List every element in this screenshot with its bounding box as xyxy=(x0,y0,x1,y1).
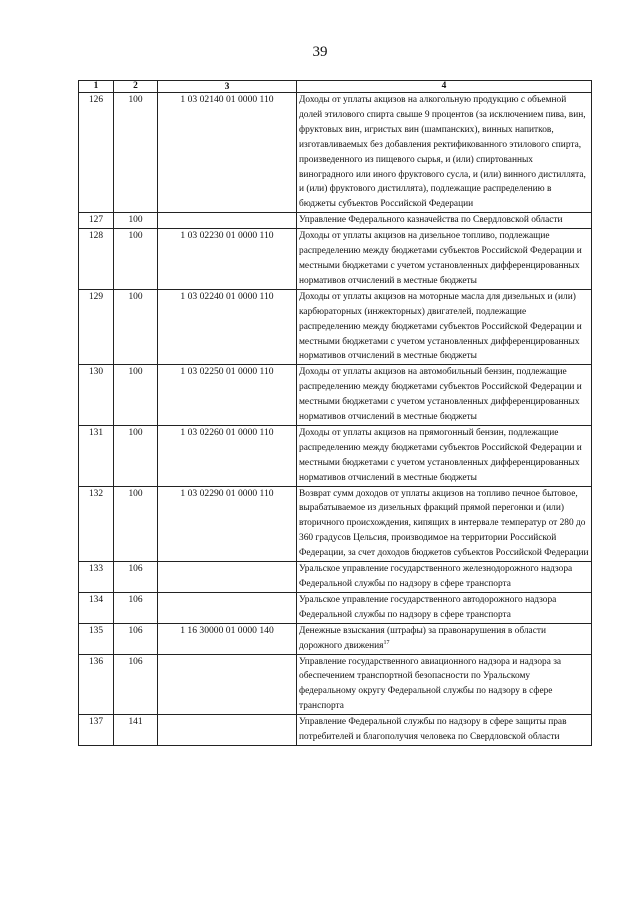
admin-code-text: 100 xyxy=(128,231,143,242)
income-name-text: Доходы от уплаты акцизов на дизельное топливо, подлежащие распределению между бюджетами субъектов Российской Федерации и местными бюджетами с учетом установленных дифференцированных нормативов отчислений в местные бюджеты xyxy=(299,231,582,286)
income-name-cell xyxy=(297,365,592,426)
row-number-text: 131 xyxy=(88,427,104,438)
row-number-cell xyxy=(79,365,114,426)
admin-code-cell xyxy=(114,93,158,213)
budget-code-cell xyxy=(158,715,297,746)
row-number-cell xyxy=(79,425,114,486)
header-col-3: 3 xyxy=(158,81,297,93)
admin-code-text: 100 xyxy=(128,427,143,438)
page-number: 39 xyxy=(312,44,328,60)
row-number-cell xyxy=(79,623,114,654)
row-number-cell xyxy=(79,93,114,213)
income-name-text: Управление Федерального казначейства по Свердловской области xyxy=(299,215,563,226)
header-col-2: 2 xyxy=(114,81,158,93)
admin-code-cell xyxy=(114,213,158,229)
income-name-text: Доходы от уплаты акцизов на прямогонный бензин, подлежащие распределению между бюджетами субъектов Российской Федерации и местными бюджетами с учетом установленных дифференцированных нормативов отчислений в местные бюджеты xyxy=(299,427,582,483)
table-row xyxy=(79,486,592,562)
income-name-cell xyxy=(297,93,592,213)
admin-code-cell xyxy=(114,486,158,562)
admin-code-text: 141 xyxy=(128,717,143,728)
table-row xyxy=(79,289,592,365)
budget-code-text: 1 16 30000 01 0000 140 xyxy=(180,624,274,636)
header-col-1: 1 xyxy=(79,81,114,93)
row-number-text: 137 xyxy=(88,717,104,728)
admin-code-text: 100 xyxy=(128,488,143,499)
row-number-text: 130 xyxy=(88,367,104,378)
budget-code-cell xyxy=(158,93,297,213)
row-number-text: 129 xyxy=(88,291,104,302)
income-name-cell xyxy=(297,623,592,654)
row-number-text: 133 xyxy=(88,564,104,575)
income-name-text: Уральское управление государственного железнодорожного надзора Федеральной службы по надзору в сфере транспорта xyxy=(299,564,573,589)
row-number-text: 136 xyxy=(88,656,104,667)
header-col-4: 4 xyxy=(297,81,592,93)
row-number-cell xyxy=(79,289,114,365)
footnote-marker: 17 xyxy=(383,639,390,646)
row-number-cell xyxy=(79,213,114,229)
budget-code-cell xyxy=(158,654,297,715)
row-number-cell xyxy=(79,592,114,623)
admin-code-text: 106 xyxy=(128,594,143,605)
admin-code-text: 106 xyxy=(128,656,143,667)
income-name-cell xyxy=(297,715,592,746)
row-number-text: 134 xyxy=(88,594,104,605)
row-number-cell xyxy=(79,654,114,715)
admin-code-cell xyxy=(114,229,158,290)
income-name-cell xyxy=(297,654,592,715)
row-number-text: 135 xyxy=(88,625,104,636)
budget-code-text: 1 03 02290 01 0000 110 xyxy=(180,487,274,499)
admin-code-cell xyxy=(114,562,158,593)
income-name-cell xyxy=(297,562,592,593)
income-name-cell xyxy=(297,425,592,486)
budget-code-text: 1 03 02230 01 0000 110 xyxy=(180,230,274,242)
budget-code-text: 1 03 02140 01 0000 110 xyxy=(180,94,274,105)
table-row xyxy=(79,213,592,229)
budget-code-cell xyxy=(158,213,297,229)
income-name-text: Доходы от уплаты акцизов на автомобильный бензин, подлежащие распределению между бюджетами субъектов Российской Федерации и местными бюджетами с учетом установленных дифференцированных нормативов отчислений в местные бюджеты xyxy=(299,367,582,423)
admin-code-cell xyxy=(114,289,158,365)
table-row xyxy=(79,93,592,213)
budget-code-text: 1 03 02260 01 0000 110 xyxy=(180,426,274,438)
admin-code-text: 100 xyxy=(128,367,143,378)
row-number-text: 126 xyxy=(88,95,104,105)
income-name-text: Денежные взыскания (штрафы) за правонарушения в области дорожного движения xyxy=(299,625,546,651)
budget-code-text: 1 03 02240 01 0000 110 xyxy=(180,290,274,302)
admin-code-text: 100 xyxy=(128,215,143,226)
admin-code-cell xyxy=(114,365,158,426)
admin-code-text: 106 xyxy=(128,564,143,575)
row-number-cell xyxy=(79,229,114,290)
income-name-cell xyxy=(297,289,592,365)
budget-code-cell xyxy=(158,562,297,593)
budget-code-text: 1 03 02250 01 0000 110 xyxy=(180,366,274,378)
row-number-cell xyxy=(79,715,114,746)
budget-code-cell xyxy=(158,623,297,654)
income-name-text: Возврат сумм доходов от уплаты акцизов на топливо печное бытовое, вырабатываемое из дизельных фракций прямой перегонки и (или) вторичного происхождения, кипящих в интервале температур от 280 до 360 градусов Цельсия, производимое на территории Российской Федерации, за счет доходов бюджетов субъектов Российской Федерации xyxy=(299,488,589,559)
admin-code-cell xyxy=(114,623,158,654)
income-name-text: Уральское управление государственного автодорожного надзора Федеральной службы по надзору в сфере транспорта xyxy=(299,594,557,620)
income-name-cell xyxy=(297,592,592,623)
table-row xyxy=(79,365,592,426)
income-name-cell xyxy=(297,229,592,290)
table-row xyxy=(79,562,592,593)
admin-code-cell xyxy=(114,425,158,486)
row-number-text: 132 xyxy=(88,488,104,499)
table-row xyxy=(79,229,592,290)
admin-code-text: 100 xyxy=(128,95,143,105)
admin-code-cell xyxy=(114,654,158,715)
admin-code-cell xyxy=(114,592,158,623)
table-row xyxy=(79,654,592,715)
income-name-text: Управление Федеральной службы по надзору в сфере защиты прав потребителей и благополучия человека по Свердловской области xyxy=(299,717,567,743)
admin-code-cell xyxy=(114,715,158,746)
budget-code-cell xyxy=(158,425,297,486)
budget-table xyxy=(78,80,592,746)
admin-code-text: 106 xyxy=(128,625,143,636)
income-name-cell xyxy=(297,486,592,562)
table-header-row xyxy=(79,81,592,93)
income-name-cell xyxy=(297,213,592,229)
row-number-cell xyxy=(79,562,114,593)
row-number-text: 128 xyxy=(88,231,104,242)
row-number-cell xyxy=(79,486,114,562)
budget-code-cell xyxy=(158,486,297,562)
table-row xyxy=(79,623,592,654)
table-row xyxy=(79,715,592,746)
admin-code-text: 100 xyxy=(128,291,143,302)
income-name-text: Доходы от уплаты акцизов на моторные масла для дизельных и (или) карбюраторных (инжекторных) двигателей, подлежащие распределению между бюджетами субъектов Российской Федерации и местными бюджетами с учетом установленных дифференцированных нормативов отчислений в местные бюджеты xyxy=(299,291,582,362)
budget-code-cell xyxy=(158,229,297,290)
row-number-text: 127 xyxy=(88,215,104,226)
income-name-text: Управление государственного авиационного надзора и надзора за обеспечением транспортной безопасности по Уральскому федеральному округу Федеральной службы по надзору в сфере транспорта xyxy=(299,656,562,712)
table-body xyxy=(79,93,592,746)
income-name-text: Доходы от уплаты акцизов на алкогольную продукцию с объемной долей этилового спирта свыше 9 процентов (за исключением пива, вин, фруктовых вин, игристых вин (шампанских), винных напитков, изготавливаемых без добавления ректификованного этилового спирта, произведенного из пищевого сырья, и (или) спиртованных виноградного или иного фруктового сусла, и (или) винного дистиллята, и (или) фруктового дистиллята), подлежащие распределению в бюджеты субъектов Российской Федерации xyxy=(299,95,586,210)
budget-code-cell xyxy=(158,365,297,426)
table-row xyxy=(79,425,592,486)
budget-code-cell xyxy=(158,592,297,623)
budget-code-cell xyxy=(158,289,297,365)
table-row xyxy=(79,592,592,623)
